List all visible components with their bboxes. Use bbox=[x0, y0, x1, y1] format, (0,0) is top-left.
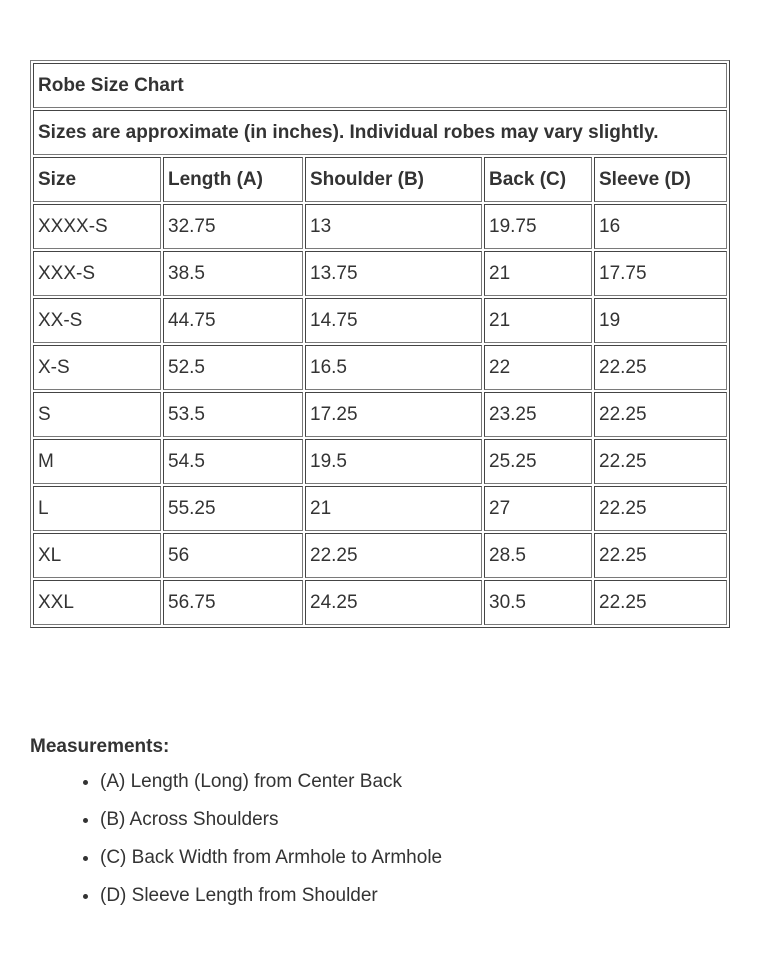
cell-back: 28.5 bbox=[484, 533, 592, 578]
cell-sleeve: 22.25 bbox=[594, 580, 727, 625]
measurements-section bbox=[30, 736, 730, 924]
measurements-list bbox=[30, 772, 730, 906]
cell-length: 44.75 bbox=[163, 298, 303, 343]
cell-shoulder: 24.25 bbox=[305, 580, 482, 625]
cell-size: L bbox=[33, 486, 161, 531]
table-title: Robe Size Chart bbox=[33, 63, 727, 108]
measurement-item-a: • (A) Length (Long) from Center Back bbox=[100, 772, 730, 792]
header-size: Size bbox=[33, 157, 161, 202]
measurement-item-d: • (D) Sleeve Length from Shoulder bbox=[100, 886, 730, 906]
robe-size-chart-table bbox=[30, 60, 730, 628]
header-back: Back (C) bbox=[484, 157, 592, 202]
table-header-row bbox=[33, 157, 727, 202]
table-row bbox=[33, 439, 727, 484]
cell-back: 21 bbox=[484, 251, 592, 296]
cell-back: 23.25 bbox=[484, 392, 592, 437]
cell-size: XXX-S bbox=[33, 251, 161, 296]
measurement-item-c: • (C) Back Width from Armhole to Armhole bbox=[100, 848, 730, 868]
table-row bbox=[33, 533, 727, 578]
cell-shoulder: 13 bbox=[305, 204, 482, 249]
table-row bbox=[33, 580, 727, 625]
measurements-heading: Measurements: bbox=[30, 736, 170, 757]
cell-size: XXXX-S bbox=[33, 204, 161, 249]
cell-sleeve: 22.25 bbox=[594, 392, 727, 437]
cell-sleeve: 22.25 bbox=[594, 533, 727, 578]
cell-size: XXL bbox=[33, 580, 161, 625]
cell-shoulder: 19.5 bbox=[305, 439, 482, 484]
header-length: Length (A) bbox=[163, 157, 303, 202]
cell-sleeve: 22.25 bbox=[594, 486, 727, 531]
cell-length: 55.25 bbox=[163, 486, 303, 531]
table-row bbox=[33, 298, 727, 343]
table-note: Sizes are approximate (in inches). Individual robes may vary slightly. bbox=[33, 110, 727, 155]
cell-sleeve: 19 bbox=[594, 298, 727, 343]
cell-length: 56.75 bbox=[163, 580, 303, 625]
cell-size: XX-S bbox=[33, 298, 161, 343]
cell-back: 21 bbox=[484, 298, 592, 343]
measurement-item-b: • (B) Across Shoulders bbox=[100, 810, 730, 830]
cell-length: 56 bbox=[163, 533, 303, 578]
cell-size: XL bbox=[33, 533, 161, 578]
cell-back: 25.25 bbox=[484, 439, 592, 484]
cell-length: 52.5 bbox=[163, 345, 303, 390]
cell-shoulder: 22.25 bbox=[305, 533, 482, 578]
header-shoulder: Shoulder (B) bbox=[305, 157, 482, 202]
cell-back: 22 bbox=[484, 345, 592, 390]
table-note-row bbox=[33, 110, 727, 155]
cell-length: 53.5 bbox=[163, 392, 303, 437]
cell-shoulder: 13.75 bbox=[305, 251, 482, 296]
cell-shoulder: 17.25 bbox=[305, 392, 482, 437]
cell-size: X-S bbox=[33, 345, 161, 390]
cell-sleeve: 22.25 bbox=[594, 345, 727, 390]
table-row bbox=[33, 486, 727, 531]
cell-size: S bbox=[33, 392, 161, 437]
cell-sleeve: 22.25 bbox=[594, 439, 727, 484]
table-row bbox=[33, 204, 727, 249]
header-sleeve: Sleeve (D) bbox=[594, 157, 727, 202]
cell-size: M bbox=[33, 439, 161, 484]
cell-shoulder: 21 bbox=[305, 486, 482, 531]
cell-length: 38.5 bbox=[163, 251, 303, 296]
cell-length: 54.5 bbox=[163, 439, 303, 484]
cell-shoulder: 14.75 bbox=[305, 298, 482, 343]
cell-length: 32.75 bbox=[163, 204, 303, 249]
cell-back: 27 bbox=[484, 486, 592, 531]
table-row bbox=[33, 345, 727, 390]
table-row bbox=[33, 392, 727, 437]
cell-shoulder: 16.5 bbox=[305, 345, 482, 390]
table-row bbox=[33, 251, 727, 296]
table-title-row bbox=[33, 63, 727, 108]
cell-back: 19.75 bbox=[484, 204, 592, 249]
cell-sleeve: 17.75 bbox=[594, 251, 727, 296]
cell-sleeve: 16 bbox=[594, 204, 727, 249]
cell-back: 30.5 bbox=[484, 580, 592, 625]
